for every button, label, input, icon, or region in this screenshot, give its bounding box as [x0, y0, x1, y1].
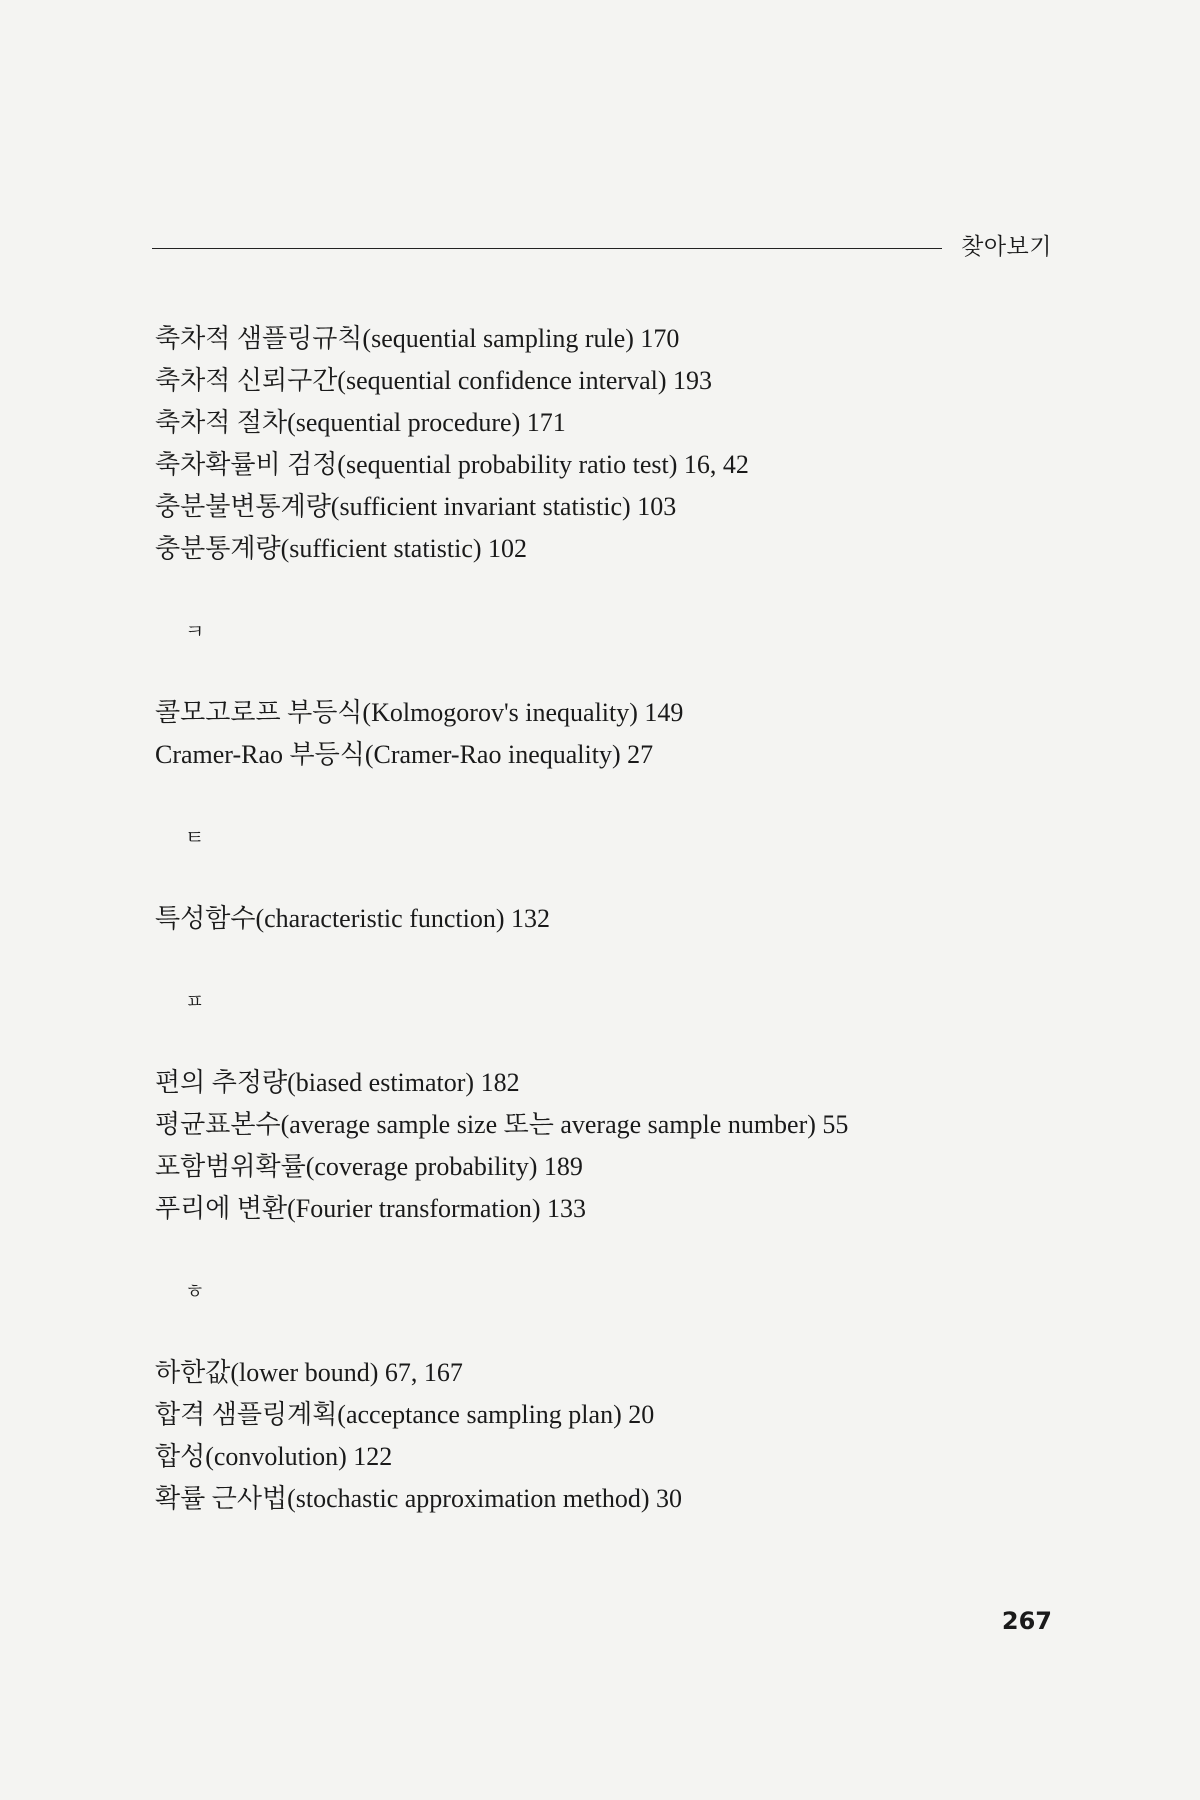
index-entry: 충분불변통계량(sufficient invariant statistic) 103 [155, 492, 677, 521]
index-section [155, 980, 1055, 1230]
index-entry: 평균표본수(average sample size 또는 average sample number) 55 [155, 1110, 849, 1139]
index-entry: 푸리에 변환(Fourier transformation) 133 [155, 1194, 587, 1223]
index-entry: 축차적 절차(sequential procedure) 171 [155, 408, 566, 437]
index-entry: Cramer-Rao 부등식(Cramer-Rao inequality) 27 [155, 740, 654, 769]
index-entry: 축차적 신뢰구간(sequential confidence interval) 193 [155, 366, 712, 395]
index-entry: 포함범위확률(coverage probability) 189 [155, 1152, 583, 1181]
index-entry: 확률 근사법(stochastic approximation method) 30 [155, 1484, 683, 1513]
index-section [155, 318, 1055, 570]
index-entry: 하한값(lower bound) 67, 167 [155, 1358, 463, 1387]
index-entry: 편의 추정량(biased estimator) 182 [155, 1068, 520, 1097]
index-entry: 합격 샘플링계획(acceptance sampling plan) 20 [155, 1400, 655, 1429]
section-letter: ㅌ [185, 825, 205, 849]
header-title: 찾아보기 [961, 234, 1052, 260]
index-section [155, 1270, 1055, 1520]
index-entry: 축차적 샘플링규칙(sequential sampling rule) 170 [155, 324, 680, 353]
header-rule [152, 248, 942, 249]
running-header [152, 232, 1052, 262]
index-content [155, 318, 1055, 1520]
section-letter: ㅍ [185, 989, 205, 1013]
index-section [155, 610, 1055, 776]
index-entry: 충분통계량(sufficient statistic) 102 [155, 534, 528, 563]
index-entry: 특성함수(characteristic function) 132 [155, 904, 550, 933]
index-section [155, 816, 1055, 940]
page-number: 267 [1001, 1607, 1052, 1635]
section-letter: ㅋ [185, 619, 205, 643]
section-letter: ㅎ [185, 1279, 205, 1303]
index-entry: 축차확률비 검정(sequential probability ratio test) 16, 42 [155, 450, 749, 479]
index-entry: 합성(convolution) 122 [155, 1442, 393, 1471]
index-entry: 콜모고로프 부등식(Kolmogorov's inequality) 149 [155, 698, 684, 727]
